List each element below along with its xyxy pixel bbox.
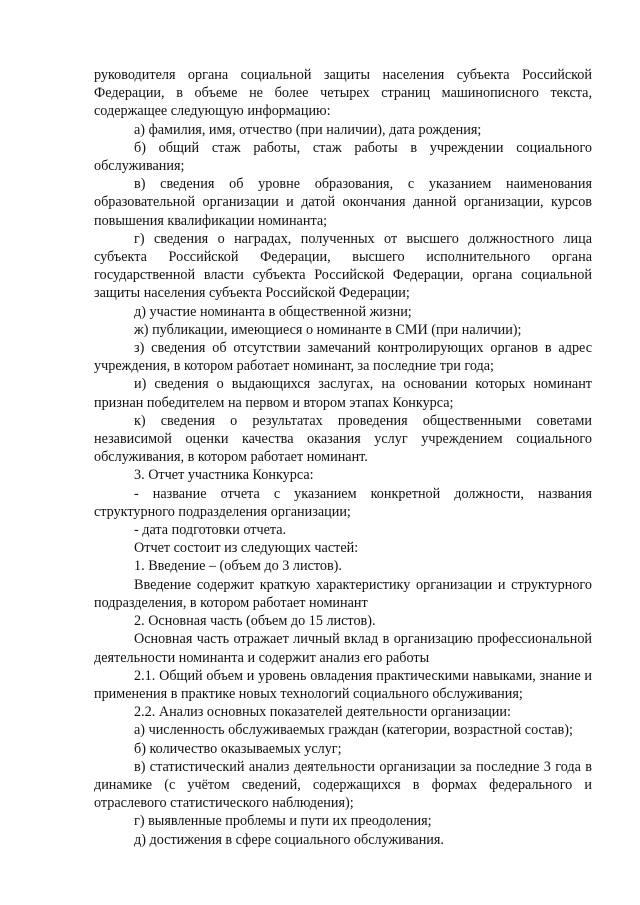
- part-1-description: Введение содержит краткую характеристику организации и структурного подразделения, в котором работает номинант: [94, 576, 592, 611]
- list-item-i: и) сведения о выдающихся заслугах, на основании которых номинант признан победителем на первом и втором этапах Конкурса;: [94, 376, 592, 411]
- part-2-1: 2.1. Общий объем и уровень овладения практическими навыками, знание и применения в практике новых технологий социального обслуживания;: [94, 667, 592, 702]
- section-heading-report: 3. Отчет участника Конкурса:: [134, 467, 314, 484]
- part-2-heading: 2. Основная часть (объем до 15 листов).: [134, 613, 376, 630]
- analysis-item-a: а) численность обслуживаемых граждан (категории, возрастной состав);: [134, 722, 573, 739]
- analysis-item-v: в) статистический анализ деятельности организации за последние 3 года в динамике (с учётом сведений, содержащихся в формах федерального и отраслевого статистического наблюдения);: [94, 758, 592, 812]
- analysis-item-b: б) количество оказываемых услуг;: [134, 740, 342, 757]
- list-item-z: з) сведения об отсутствии замечаний контролирующих органов в адрес учреждения, в котором работает номинант, за последние три года;: [94, 340, 592, 375]
- analysis-item-d: д) достижения в сфере социального обслуживания.: [134, 831, 444, 848]
- report-item-date: - дата подготовки отчета.: [134, 522, 287, 539]
- list-item-a: а) фамилия, имя, отчество (при наличии), дата рождения;: [134, 121, 482, 138]
- list-item-b: б) общий стаж работы, стаж работы в учреждении социального обслуживания;: [94, 139, 592, 175]
- list-item-zh: ж) публикации, имеющиеся о номинанте в СМИ (при наличии);: [134, 321, 522, 338]
- list-item-v: в) сведения об уровне образования, с указанием наименования образовательной организации и датой окончания данной организации, курсов повышения квалификации номинанта;: [94, 176, 592, 229]
- list-item-g: г) сведения о наградах, полученных от высшего должностного лица субъекта Российской Федерации, высшего исполнительного органа государственной власти субъекта Российской Федерации, органа социальной защиты населения субъекта Российской Федерации;: [94, 230, 592, 302]
- document-page: [94, 66, 592, 849]
- report-parts-intro: Отчет состоит из следующих частей:: [134, 540, 359, 557]
- paragraph-intro: руководителя органа социальной защиты населения субъекта Российской Федерации, в объеме не более четырех страниц машинописного текста, содержащее следующую информацию:: [94, 67, 592, 120]
- analysis-item-g: г) выявленные проблемы и пути их преодоления;: [134, 813, 432, 830]
- part-1-heading: 1. Введение – (объем до 3 листов).: [134, 558, 342, 575]
- report-item-title: - название отчета с указанием конкретной должности, названия структурного подразделения организации;: [94, 485, 592, 520]
- part-2-2: 2.2. Анализ основных показателей деятельности организации:: [134, 704, 511, 721]
- part-2-description: Основная часть отражает личный вклад в организацию профессиональной деятельности номинанта и содержит анализ его работы: [94, 631, 592, 666]
- list-item-d: д) участие номинанта в общественной жизни;: [134, 303, 412, 320]
- list-item-k: к) сведения о результатах проведения общественными советами независимой оценки качества оказания услуг учреждением социального обслуживания, в котором работает номинант.: [94, 412, 592, 466]
